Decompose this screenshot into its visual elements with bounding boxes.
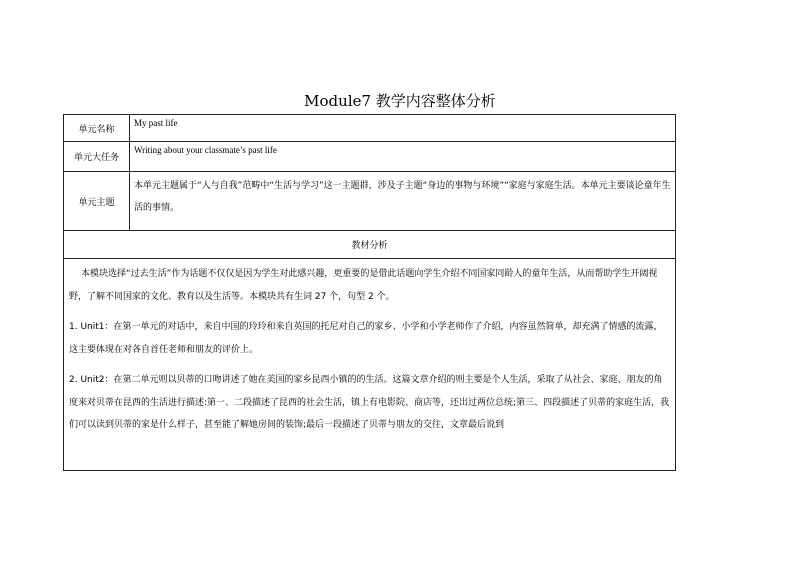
table-row — [64, 172, 676, 231]
analysis-paragraph-unit1: 1. Unit1：在第一单元的对话中，来自中国的玲玲和来自英国的托尼对自己的家乡、小学和小学老师作了介绍，内容虽然简单，却充满了情感的流露，这主要体现在对各自首任老师和朋友的评价上。 — [69, 322, 663, 355]
unit-task-value: Writing about your classmate’s past life — [130, 142, 676, 172]
analysis-table — [63, 114, 676, 471]
analysis-paragraph-intro: 本模块选择“过去生活”作为话题不仅仅是因为学生对此感兴趣，更重要的是借此话题向学生介绍不同国家同龄人的童年生活，从而帮助学生开阔视野，了解不同国家的文化、教育以及生活等。本模块共有生词 27 个，句型 2 个。 — [69, 269, 658, 302]
row-label-unit-theme: 单元主题 — [64, 172, 130, 231]
table-row — [64, 259, 676, 471]
unit-theme-value: 本单元主题属于“人与自我”范畴中“生活与学习”这一主题群，涉及子主题“身边的事物与环境”“家庭与家庭生活。本单元主要谈论童年生活的事情。 — [130, 172, 676, 231]
row-label-unit-name: 单元名称 — [64, 115, 130, 142]
unit-name-value: My past life — [130, 115, 676, 142]
analysis-body — [64, 259, 676, 471]
section-heading: 教材分析 — [64, 231, 676, 259]
document-title: Module7 教学内容整体分析 — [304, 92, 496, 110]
table-row — [64, 231, 676, 259]
table-row — [64, 142, 676, 172]
row-label-unit-task: 单元大任务 — [64, 142, 130, 172]
analysis-paragraph-unit2: 2. Unit2：在第二单元则以贝蒂的口吻讲述了她在美国的家乡昆西小镇的的生活。这篇文章介绍的则主要是个人生活，采取了从社会、家庭、朋友的角度来对贝蒂在昆西的生活进行描述:第一、二段描述了昆西的社会生活，镇上有电影院、商店等，还出过两位总统;第三、四段描述了贝蒂的家庭生活，我们可以读到贝蒂的家是什么样子，甚至能了解她房间的装饰;最后一段描述了贝蒂与朋友的交往，文章最后说到 — [69, 375, 670, 430]
table-row — [64, 115, 676, 142]
